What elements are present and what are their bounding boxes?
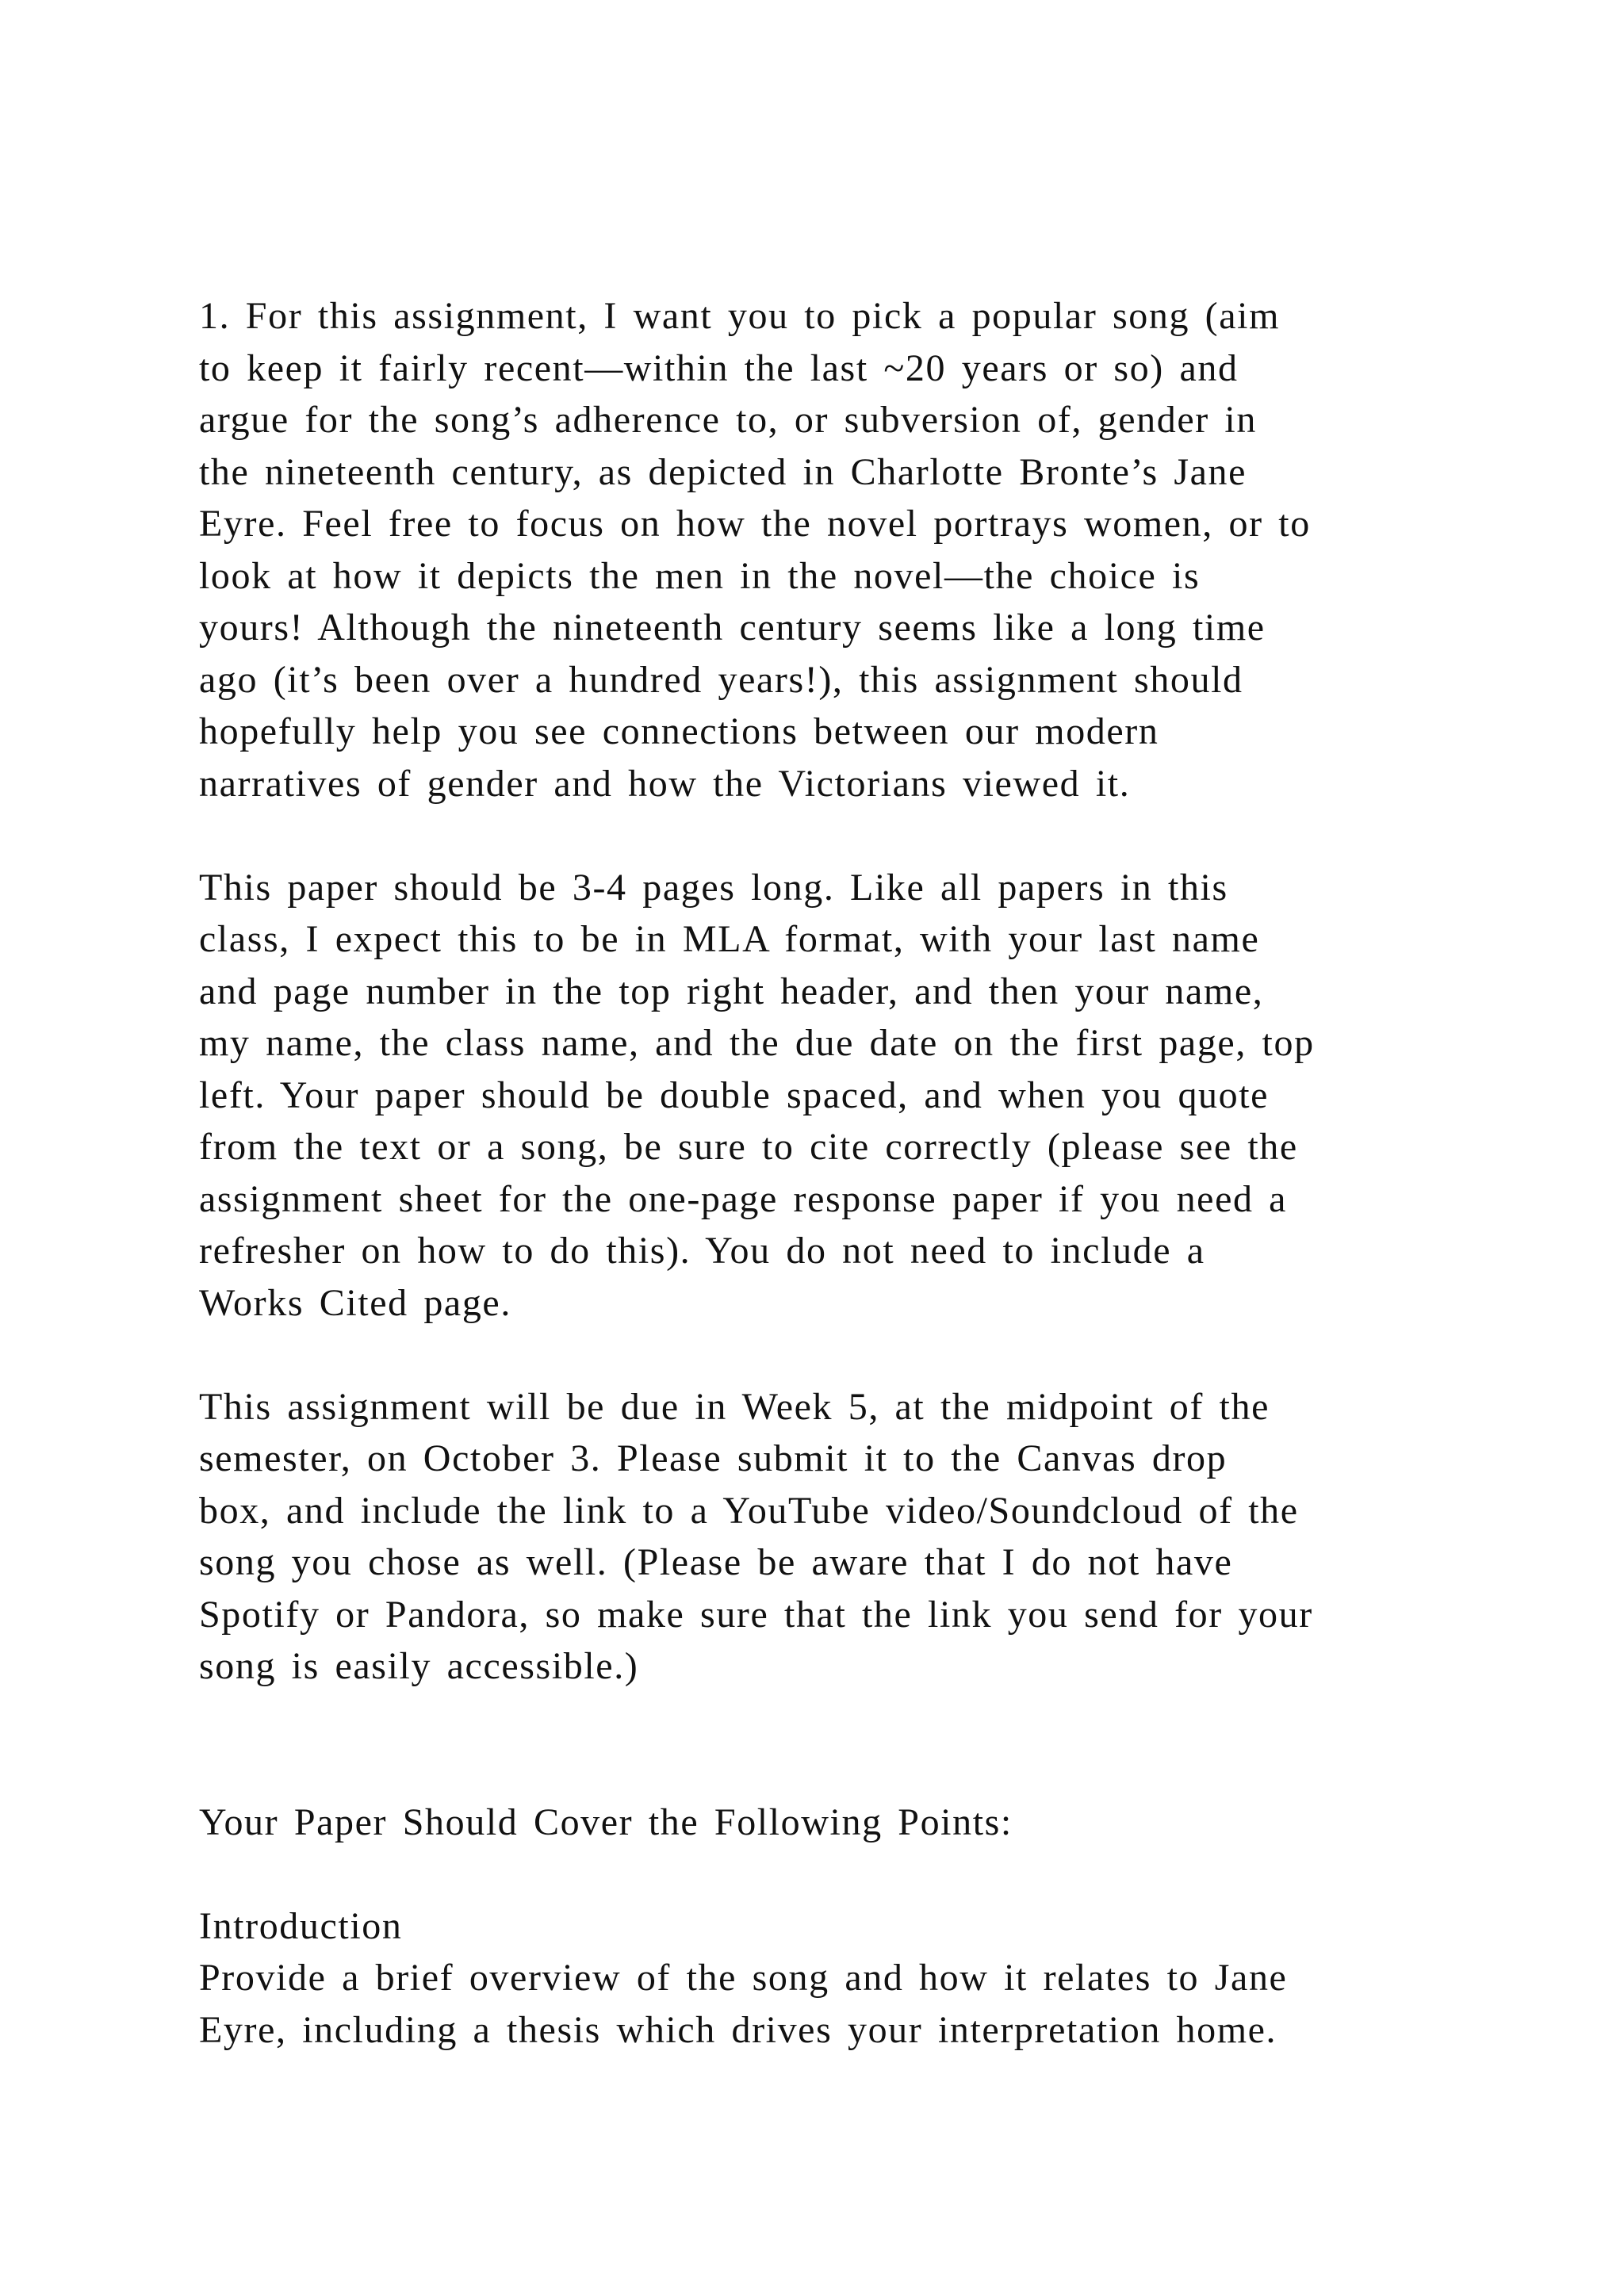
text-line: semester, on October 3. Please submit it to the Canvas drop — [199, 1437, 1228, 1479]
text-line: and page number in the top right header, and then your name, — [199, 970, 1264, 1012]
text-line: This paper should be 3-4 pages long. Like all papers in this — [199, 866, 1228, 909]
text-line: refresher on how to do this). You do not need to include a — [199, 1230, 1205, 1272]
text-line: song you chose as well. (Please be aware that I do not have — [199, 1541, 1233, 1583]
blank-line — [199, 1848, 1484, 1900]
section-heading: Your Paper Should Cover the Following Points: — [199, 1800, 1013, 1843]
text-line: my name, the class name, and the due date on the first page, top — [199, 1022, 1315, 1064]
text-line: hopefully help you see connections between our modern — [199, 710, 1159, 752]
text-line: 1. For this assignment, I want you to pick a popular song (aim — [199, 295, 1281, 337]
text-line: yours! Although the nineteenth century seems like a long time — [199, 607, 1266, 649]
text-line: assignment sheet for the one-page response paper if you need a — [199, 1177, 1288, 1220]
text-line: the nineteenth century, as depicted in Charlotte Bronte’s Jane — [199, 450, 1247, 493]
assignment-text — [199, 290, 1484, 2056]
text-line: Spotify or Pandora, so make sure that the link you send for your — [199, 1593, 1313, 1636]
blank-line — [199, 1329, 1484, 1381]
text-line: narratives of gender and how the Victorians viewed it. — [199, 762, 1131, 805]
text-line: argue for the song’s adherence to, or subversion of, gender in — [199, 399, 1257, 441]
text-line: Eyre, including a thesis which drives your interpretation home. — [199, 2008, 1277, 2051]
blank-line — [199, 809, 1484, 862]
text-line: to keep it fairly recent—within the last ~20 years or so) and — [199, 346, 1239, 389]
subheading-introduction: Introduction — [199, 1904, 403, 1947]
text-line: Eyre. Feel free to focus on how the novel portrays women, or to — [199, 503, 1311, 545]
text-line: Works Cited page. — [199, 1281, 511, 1324]
text-line: song is easily accessible.) — [199, 1645, 639, 1687]
blank-line — [199, 1744, 1484, 1797]
blank-line — [199, 1693, 1484, 1745]
text-line: from the text or a song, be sure to cite correctly (please see the — [199, 1126, 1298, 1168]
text-line: class, I expect this to be in MLA format, with your last name — [199, 918, 1260, 960]
text-line: look at how it depicts the men in the novel—the choice is — [199, 554, 1201, 597]
text-line: box, and include the link to a YouTube video/Soundcloud of the — [199, 1489, 1299, 1532]
text-line: left. Your paper should be double spaced, and when you quote — [199, 1073, 1270, 1116]
text-line: ago (it’s been over a hundred years!), this assignment should — [199, 658, 1243, 701]
text-line: This assignment will be due in Week 5, at the midpoint of the — [199, 1385, 1270, 1428]
text-line: Provide a brief overview of the song and how it relates to Jane — [199, 1957, 1288, 1999]
